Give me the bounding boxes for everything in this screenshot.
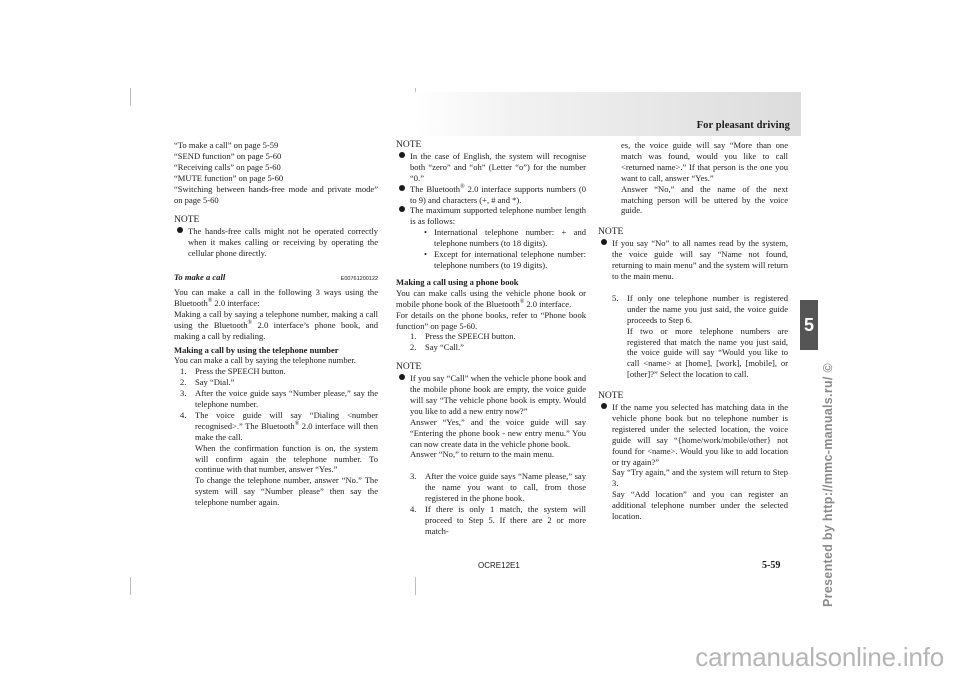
reference-item: “Receiving calls” on page 5-60 (174, 161, 281, 172)
note-heading: NOTE (598, 391, 624, 402)
note-bullet: If the name you selected has matching data in the vehicle phone book but no telephone number is registered under the selected location, the voice guide will say “{home/work/mobile/other} not found for <name>. Would you like to add location or try again?” Say “Try again,” and the system will return to Step 3. Say “Add location” and you can register an additional telephone number under the selected location. (598, 402, 788, 522)
crop-mark-top-left (130, 88, 131, 106)
note-bullet: If you say “Call” when the vehicle phone book and the mobile phone book are empty, the voice guide will say “The vehicle phone book is empty. Would you like to add a new entry now?” Answer “Yes,” and the voice guide will say “Entering the phone book - new entry menu.” You can now create data in the vehicle phone book. Answer “No,” to return to the main menu. (396, 373, 586, 460)
bullet-icon (399, 374, 405, 380)
note-bullet: In the case of English, the system will recognise both “zero” and “oh” (Letter “o”) for the number “0.” (396, 151, 586, 184)
step-item: 2. Say “Dial.” (180, 377, 235, 388)
reference-item: “To make a call” on page 5-59 (174, 140, 279, 150)
note-bullet: The maximum supported telephone number length is as follows: • International telephone number: + and telephone numbers (to 18 digits). • Except for international telephone number: telephone numbers (to 19 digits). (396, 205, 586, 270)
sub-bullet: • International telephone number: + and telephone numbers (to 18 digits). (424, 227, 586, 249)
step-item: 2. Say “Call.” (410, 342, 464, 353)
note-bullet: If you say “No” to all names read by the system, the voice guide will say “Name not found, returning to main menu” and the system will return to the main menu. (598, 238, 788, 282)
page-header-title: For pleasant driving (696, 120, 790, 131)
section-title-row (174, 272, 378, 283)
intro-paragraph-2: Making a call by saying a telephone number, making a call using the Bluetooth® 2.0 interface’s phone book, and making a call by redialing. (174, 308, 378, 341)
reference-list (174, 140, 378, 205)
step-item: 1. Press the SPEECH button. (410, 331, 516, 342)
sub-bullet: • Except for international telephone number: telephone numbers (to 19 digits). (424, 249, 586, 270)
note-bullet: The hands-free calls might not be operated correctly when it makes calling or receiving by operating the cellular phone directly. (174, 226, 378, 259)
reference-item: “MUTE function” on page 5-60 (174, 172, 284, 183)
step-item: 5. If only one telephone number is registered under the name you just said, the voice guide proceeds to Step 6. If two or more telephone numbers are registered that match the name you just said, the voice guide will say “Would you like to call <name> at [home], [work], [mobile], or [other]?” Select the location to call. (612, 292, 788, 380)
crop-mark-bottom-left (130, 577, 131, 595)
reference-item: “Switching between hands-free mode and private mode” on page 5-60 (174, 183, 378, 205)
step-item: 3. After the voice guide says “Number please,” say the telephone number. (180, 388, 378, 410)
section-code: E00761200122 (340, 276, 378, 283)
bullet-icon (399, 185, 405, 191)
note-heading: NOTE (598, 227, 624, 238)
subsection-heading: Making a call using a phone book (396, 276, 519, 287)
bullet-icon (399, 206, 405, 212)
vertical-watermark (818, 360, 838, 610)
section-title: To make a call (174, 272, 226, 283)
column-1 (174, 140, 378, 508)
note-heading: NOTE (174, 215, 200, 226)
site-footer (0, 642, 960, 679)
column-2 (396, 140, 586, 537)
document-code: OCRE12E1 (478, 561, 520, 570)
bullet-icon (601, 403, 607, 409)
continued-step: es, the voice guide will say “More than one match was found, would you like to call <returned name>.” If that person is the one you want to call, answer “Yes.” Answer “No,” and the name of the next matching person will be uttered by the voice guide. (621, 140, 788, 216)
intro-paragraph: You can make a call in the following 3 ways using the Bluetooth® 2.0 interface: (174, 286, 378, 308)
watermark-text: Presented by http://mmc-manuals.ru/ © (821, 363, 835, 607)
step-item: 4. The voice guide will say “Dialing <number recognised>.” The Bluetooth® 2.0 interface will then make the call. When the confirmation function is on, the system will confirm again the telephone number. To continue with that number, answer “Yes.” To change the telephone number, answer “No.” The system will say “Number please” then say the telephone number again. (180, 409, 379, 508)
note-heading: NOTE (396, 362, 422, 373)
subsection-heading: Making a call by using the telephone number (174, 344, 339, 355)
column-3 (598, 140, 788, 522)
bullet-icon (177, 227, 183, 233)
paragraph: For details on the phone books, refer to “Phone book function” on page 5-60. (396, 309, 586, 331)
reference-item: “SEND function” on page 5-60 (174, 150, 282, 161)
paragraph: You can make calls using the vehicle phone book or mobile phone book of the Bluetooth® 2.0 interface. (396, 287, 586, 309)
note-heading: NOTE (396, 140, 422, 150)
crop-mark-bottom-mid (415, 577, 416, 595)
page-number: 5-59 (762, 560, 781, 571)
chapter-tab: 5 (800, 300, 818, 350)
bullet-icon (601, 239, 607, 245)
subsection-intro: You can make a call by saying the telephone number. (174, 355, 356, 366)
step-item: 3. After the voice guide says “Name please,” say the name you want to call, from those registered in the phone book. (410, 471, 586, 504)
site-watermark: carmanualsonline.info (695, 642, 944, 672)
step-item: 1. Press the SPEECH button. (180, 366, 286, 377)
bullet-icon (399, 152, 405, 158)
step-item: 4. If there is only 1 match, the system will proceed to Step 5. If there are 2 or more match- (410, 504, 586, 536)
note-bullet: The Bluetooth® 2.0 interface supports numbers (0 to 9) and characters (+, # and *). (396, 184, 586, 206)
